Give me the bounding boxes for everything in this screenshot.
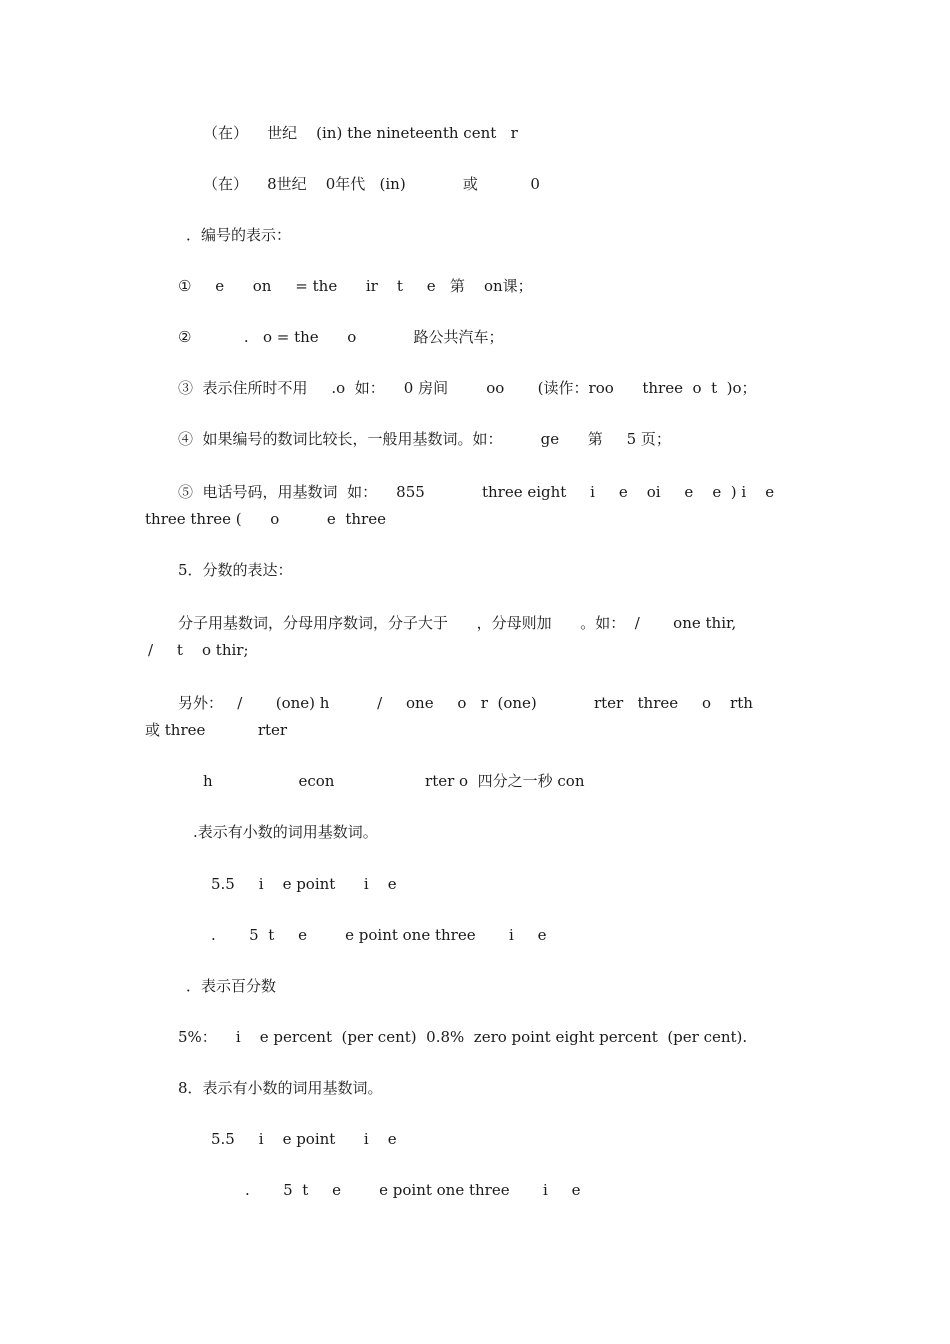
text-line-16: .表示有小数的词用基数词。 <box>193 823 378 841</box>
text-line-7: ④ 如果编号的数词比较长，一般用基数词。如： ge 第 5 页； <box>178 430 671 448</box>
text-line-17: 5.5 i e point i e <box>211 875 397 893</box>
text-line-18: . 5 t e e point one three i e <box>211 926 547 944</box>
text-line-6: ③ 表示住所时不用 .o 如： 0 房间 oo (读作：roo three o t )o； <box>178 379 757 397</box>
text-line-13: 另外： / (one) h / one o r (one) rter three o rth <box>178 694 753 712</box>
text-line-20: 5%： i e percent (per cent) 0.8% zero point eight percent (per cent). <box>178 1028 748 1046</box>
text-line-4: ① e on = the ir t e 第 on课； <box>178 277 533 295</box>
text-line-2: （在） 8世纪 0年代 (in) 或 0 <box>203 175 540 193</box>
text-line-19: ．表示百分数 <box>186 977 277 995</box>
text-line-11: 分子用基数词，分母用序数词，分子大于 ，分母则加 。如： / one thir, <box>178 614 737 632</box>
text-line-10: 5．分数的表达： <box>178 561 293 579</box>
text-line-9: three three ( o e three <box>145 510 386 528</box>
text-line-15: h econ rter o 四分之一秒 con <box>203 772 585 790</box>
text-line-5: ② . o = the o 路公共汽车； <box>178 328 504 346</box>
text-line-8: ⑤ 电话号码，用基数词 如： 855 three eight i e oi e e ) i e <box>178 483 775 501</box>
text-line-22: 5.5 i e point i e <box>211 1130 397 1148</box>
text-line-23: . 5 t e e point one three i e <box>245 1181 581 1199</box>
text-line-14: 或 three rter <box>145 721 288 739</box>
text-line-3: ．编号的表示： <box>186 226 292 244</box>
text-line-1: （在） 世纪 (in) the nineteenth cent r <box>203 124 518 142</box>
text-line-12: / t o thir; <box>148 641 249 659</box>
text-line-21: 8．表示有小数的词用基数词。 <box>178 1079 383 1097</box>
